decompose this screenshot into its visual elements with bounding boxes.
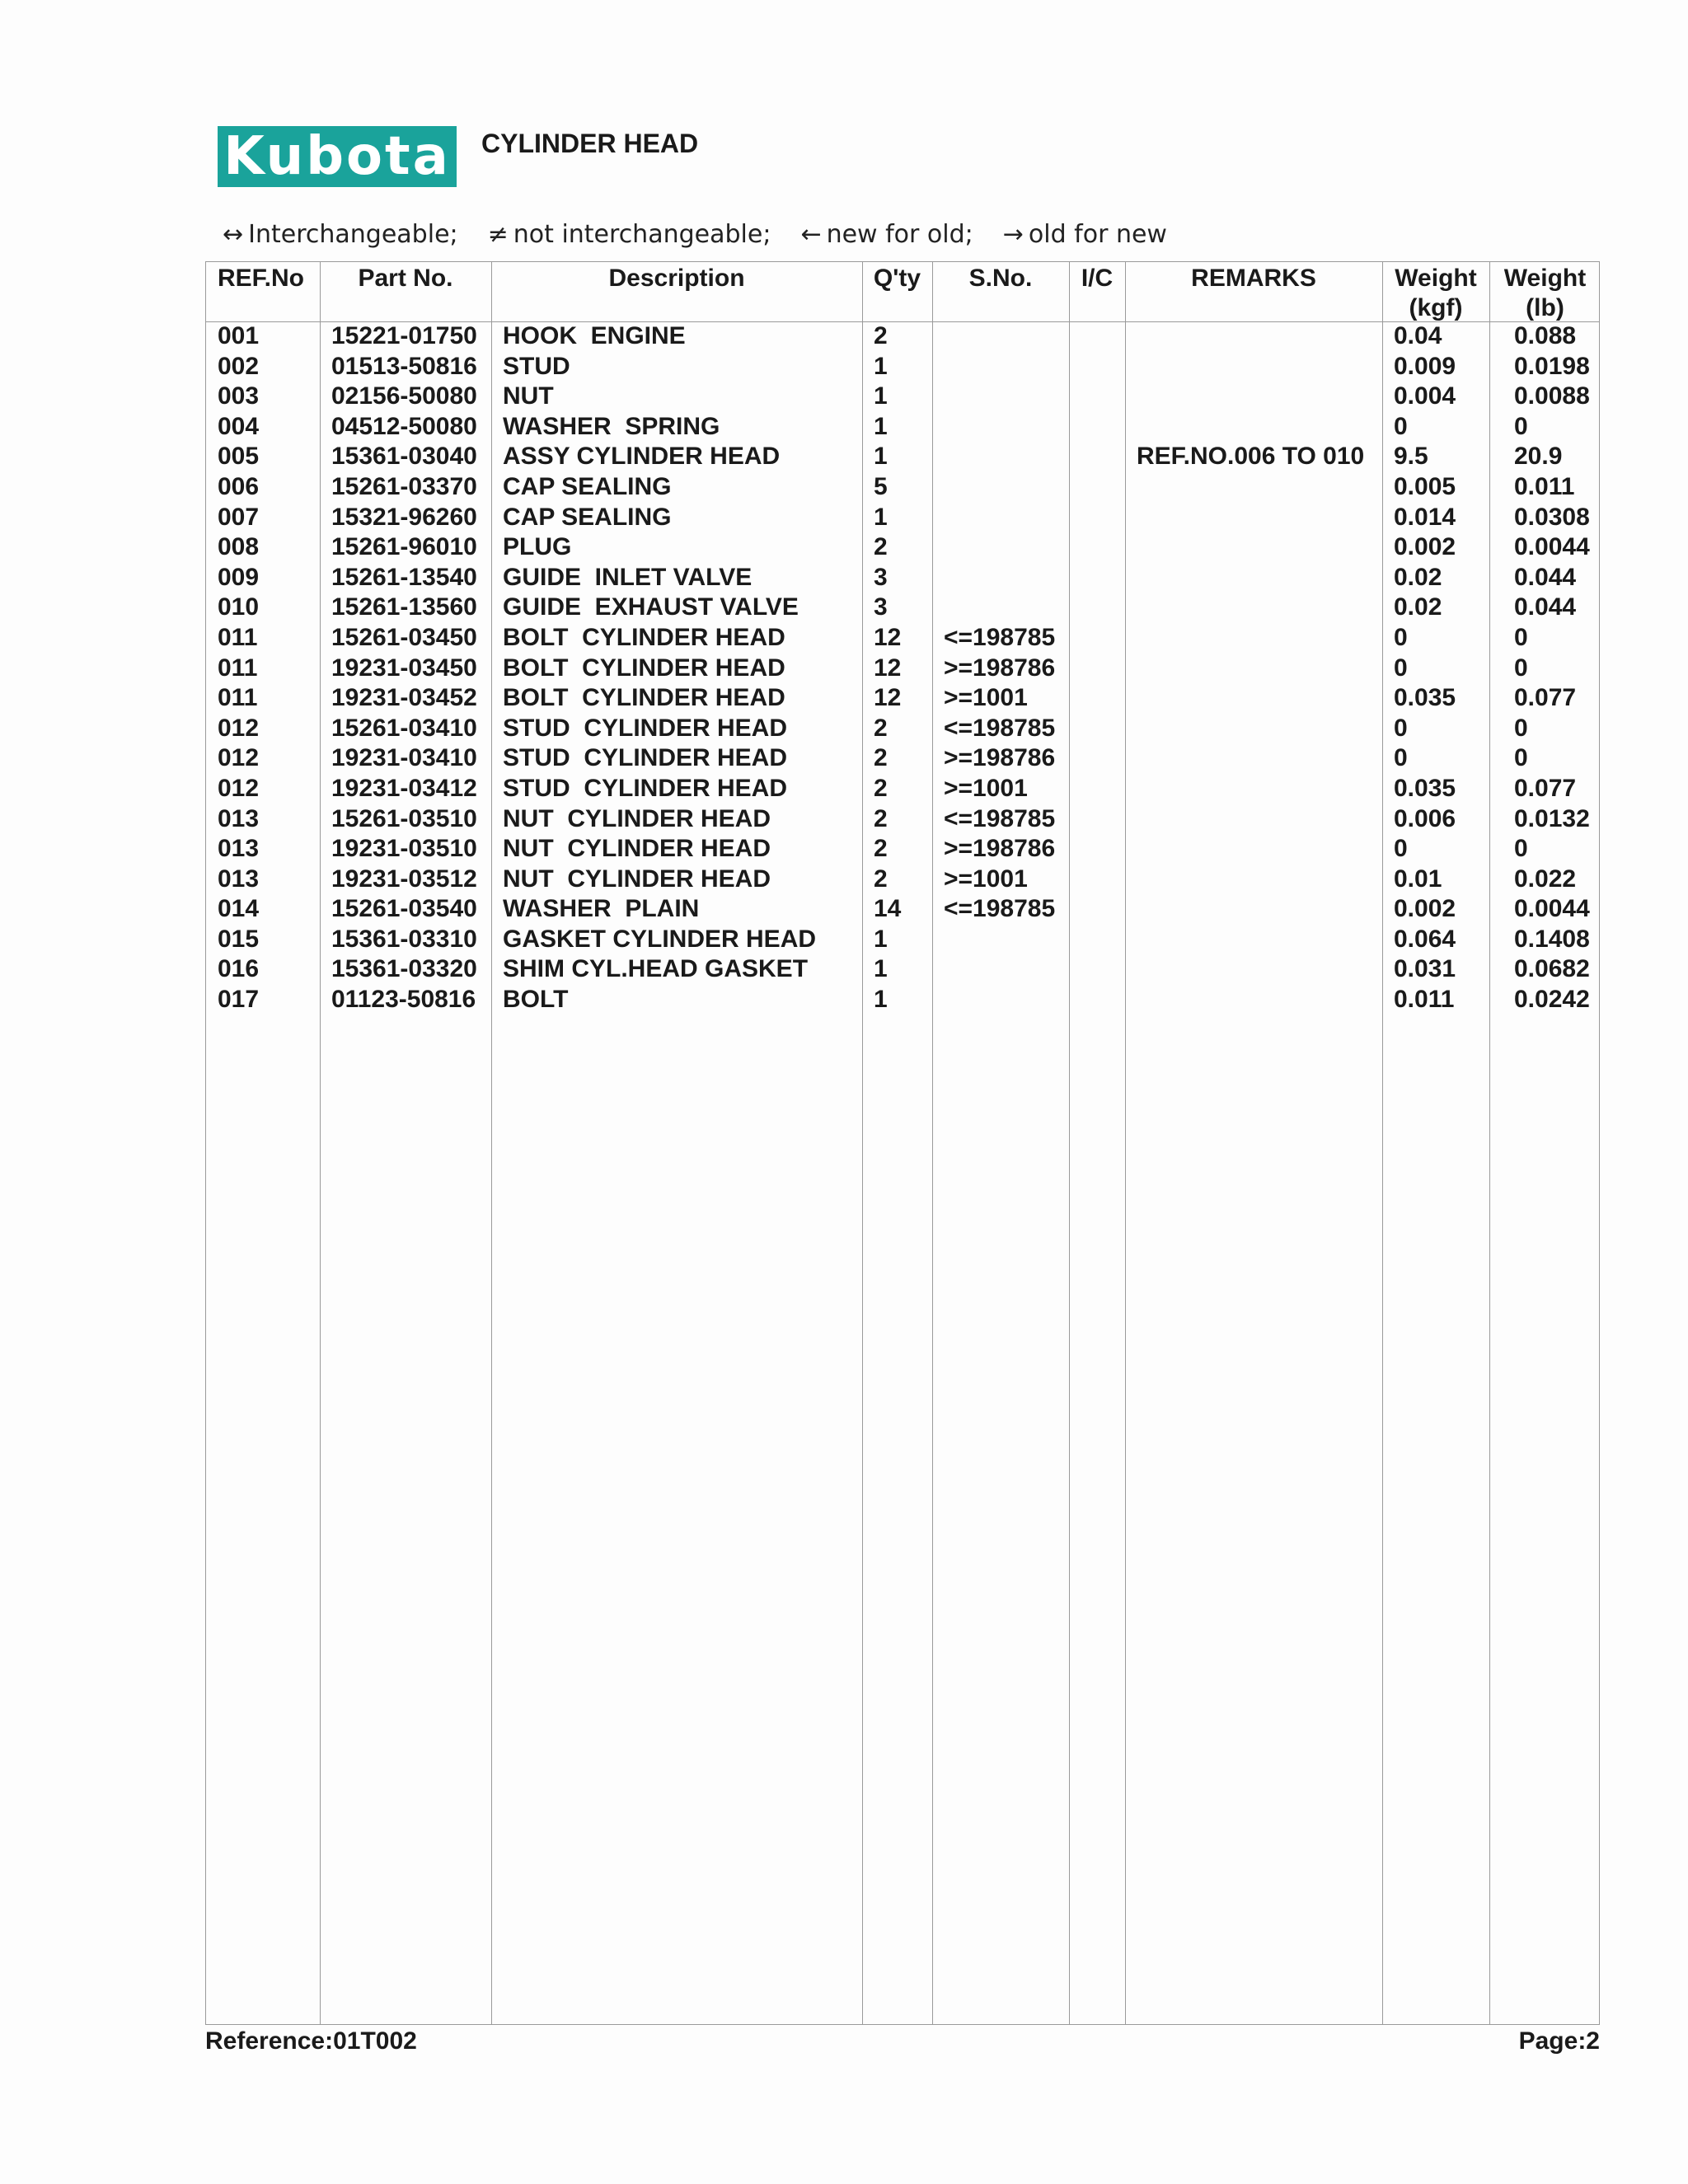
cell-part: 15261-03450	[331, 623, 477, 651]
cell-desc: CAP SEALING	[503, 503, 672, 531]
cell-wlb: 0	[1514, 744, 1528, 772]
cell-ref: 013	[218, 865, 260, 893]
page-title: CYLINDER HEAD	[481, 129, 699, 158]
cell-ref: 010	[218, 593, 260, 621]
cell-wkg: 0.035	[1394, 684, 1456, 712]
cell-wkg: 0.064	[1394, 925, 1456, 953]
header-desc: Description	[608, 265, 745, 292]
table-row	[206, 865, 1599, 895]
logo-text: Kubota	[223, 126, 451, 187]
table-row	[206, 382, 1599, 412]
cell-qty: 2	[874, 744, 888, 772]
table-row	[206, 774, 1599, 804]
cell-wlb: 0.0132	[1514, 804, 1590, 832]
cell-desc: GASKET CYLINDER HEAD	[503, 925, 817, 953]
cell-sno: <=198785	[944, 895, 1056, 923]
cell-ref: 008	[218, 533, 260, 561]
cell-part: 15361-03320	[331, 955, 477, 983]
table-row	[206, 412, 1599, 443]
cell-wkg: 0.002	[1394, 533, 1456, 561]
cell-qty: 1	[874, 443, 888, 471]
cell-wkg: 0.006	[1394, 804, 1456, 832]
cell-wkg: 9.5	[1394, 443, 1428, 471]
cell-wkg: 0.035	[1394, 774, 1456, 802]
column-divider	[1069, 262, 1070, 2024]
kubota-logo	[218, 126, 457, 187]
cell-desc: STUD	[503, 352, 570, 380]
table-row	[206, 321, 1599, 352]
header-ref: REF.No	[218, 265, 304, 292]
cell-remarks: REF.NO.006 TO 010	[1137, 443, 1365, 471]
cell-sno: >=198786	[944, 654, 1056, 682]
cell-wlb: 20.9	[1514, 443, 1563, 471]
cell-part: 15361-03310	[331, 925, 477, 953]
cell-part: 01513-50816	[331, 352, 477, 380]
cell-ref: 014	[218, 895, 260, 923]
cell-qty: 2	[874, 865, 888, 893]
cell-desc: STUD CYLINDER HEAD	[503, 714, 788, 742]
cell-wlb: 0	[1514, 714, 1528, 742]
cell-desc: STUD CYLINDER HEAD	[503, 774, 788, 802]
legend-label: not interchangeable;	[513, 219, 771, 249]
cell-qty: 1	[874, 503, 888, 531]
table-row	[206, 503, 1599, 533]
table-row	[206, 352, 1599, 382]
cell-wlb: 0.0198	[1514, 352, 1590, 380]
cell-wkg: 0	[1394, 412, 1408, 440]
cell-wlb: 0.088	[1514, 322, 1577, 349]
header-wlb: Weight (lb)	[1503, 265, 1587, 321]
cell-desc: NUT CYLINDER HEAD	[503, 804, 771, 832]
cell-ref: 005	[218, 443, 260, 471]
cell-desc: HOOK ENGINE	[503, 322, 686, 349]
column-divider	[862, 262, 863, 2024]
cell-wlb: 0.0682	[1514, 955, 1590, 983]
cell-sno: <=198785	[944, 804, 1056, 832]
table-body	[206, 321, 1599, 1015]
cell-wlb: 0.044	[1514, 563, 1577, 591]
column-divider	[932, 262, 933, 2024]
left-arrow-icon: ←	[800, 219, 822, 249]
cell-wlb: 0.0044	[1514, 895, 1590, 923]
cell-part: 15361-03040	[331, 443, 477, 471]
cell-wkg: 0.005	[1394, 472, 1456, 500]
cell-qty: 2	[874, 835, 888, 863]
cell-qty: 1	[874, 382, 888, 410]
cell-part: 15261-03540	[331, 895, 477, 923]
cell-part: 15261-03410	[331, 714, 477, 742]
cell-ref: 001	[218, 322, 260, 349]
cell-wkg: 0.004	[1394, 382, 1456, 410]
cell-desc: NUT CYLINDER HEAD	[503, 865, 771, 893]
header-wkg: Weight (kgf)	[1395, 265, 1477, 321]
cell-ref: 002	[218, 352, 260, 380]
header-remarks: REMARKS	[1191, 265, 1316, 292]
cell-qty: 12	[874, 654, 902, 682]
cell-wlb: 0.0242	[1514, 986, 1590, 1014]
cell-wlb: 0	[1514, 623, 1528, 651]
cell-wlb: 0	[1514, 835, 1528, 863]
cell-qty: 12	[874, 684, 902, 712]
cell-qty: 1	[874, 986, 888, 1014]
table-row	[206, 834, 1599, 865]
cell-ref: 011	[218, 623, 258, 651]
cell-qty: 2	[874, 714, 888, 742]
cell-wlb: 0.077	[1514, 684, 1577, 712]
cell-part: 15261-03510	[331, 804, 477, 832]
cell-part: 04512-50080	[331, 412, 477, 440]
cell-desc: SHIM CYL.HEAD GASKET	[503, 955, 809, 983]
table-row	[206, 654, 1599, 684]
cell-qty: 1	[874, 925, 888, 953]
cell-sno: <=198785	[944, 623, 1056, 651]
header-ic: I/C	[1081, 265, 1114, 292]
cell-desc: BOLT CYLINDER HEAD	[503, 654, 785, 682]
cell-qty: 1	[874, 955, 888, 983]
cell-sno: >=1001	[944, 684, 1028, 712]
cell-desc: ASSY CYLINDER HEAD	[503, 443, 781, 471]
cell-part: 15261-13560	[331, 593, 477, 621]
cell-desc: BOLT CYLINDER HEAD	[503, 684, 785, 712]
column-divider	[491, 262, 492, 2024]
cell-qty: 2	[874, 533, 888, 561]
column-divider	[1125, 262, 1126, 2024]
cell-desc: PLUG	[503, 533, 572, 561]
cell-wlb: 0.0044	[1514, 533, 1590, 561]
cell-wkg: 0	[1394, 623, 1408, 651]
cell-qty: 2	[874, 322, 888, 349]
cell-qty: 3	[874, 563, 888, 591]
table-row	[206, 532, 1599, 563]
cell-wlb: 0.1408	[1514, 925, 1590, 953]
cell-sno: >=198786	[944, 744, 1056, 772]
reference-code: Reference:01T002	[205, 2027, 417, 2055]
cell-qty: 12	[874, 623, 902, 651]
cell-qty: 3	[874, 593, 888, 621]
cell-ref: 009	[218, 563, 260, 591]
cell-ref: 012	[218, 744, 260, 772]
interchangeability-legend	[223, 218, 1197, 251]
legend-label: new for old;	[826, 219, 973, 249]
column-divider	[1489, 262, 1490, 2024]
table-row	[206, 593, 1599, 623]
cell-wkg: 0.011	[1394, 986, 1455, 1014]
cell-wkg: 0.04	[1394, 322, 1442, 349]
cell-ref: 006	[218, 472, 260, 500]
cell-qty: 1	[874, 352, 888, 380]
cell-part: 02156-50080	[331, 382, 477, 410]
legend-label: old for new	[1028, 219, 1167, 249]
cell-wlb: 0.0088	[1514, 382, 1590, 410]
legend-item-interchangeable	[223, 220, 458, 249]
cell-wkg: 0.009	[1394, 352, 1456, 380]
header-part: Part No.	[358, 265, 453, 292]
cell-desc: GUIDE INLET VALVE	[503, 563, 753, 591]
cell-part: 15321-96260	[331, 503, 477, 531]
cell-part: 19231-03412	[331, 774, 477, 802]
column-divider	[320, 262, 321, 2024]
cell-sno: >=1001	[944, 865, 1028, 893]
cell-ref: 011	[218, 684, 258, 712]
cell-wlb: 0.077	[1514, 774, 1577, 802]
cell-ref: 013	[218, 804, 260, 832]
cell-part: 19231-03450	[331, 654, 477, 682]
table-row	[206, 804, 1599, 835]
cell-wkg: 0	[1394, 654, 1408, 682]
right-arrow-icon: →	[1002, 219, 1024, 249]
cell-part: 15221-01750	[331, 322, 477, 349]
cell-qty: 2	[874, 774, 888, 802]
cell-part: 19231-03510	[331, 835, 477, 863]
table-row	[206, 985, 1599, 1015]
cell-wlb: 0	[1514, 654, 1528, 682]
table-row	[206, 714, 1599, 744]
cell-ref: 013	[218, 835, 260, 863]
cell-ref: 011	[218, 654, 258, 682]
cell-wlb: 0	[1514, 412, 1528, 440]
table-row	[206, 683, 1599, 714]
cell-desc: NUT	[503, 382, 554, 410]
cell-ref: 012	[218, 714, 260, 742]
cell-part: 19231-03410	[331, 744, 477, 772]
table-row	[206, 894, 1599, 925]
cell-desc: STUD CYLINDER HEAD	[503, 744, 788, 772]
cell-qty: 5	[874, 472, 888, 500]
cell-ref: 016	[218, 955, 260, 983]
cell-part: 15261-13540	[331, 563, 477, 591]
legend-item-not-interchangeable	[488, 220, 771, 249]
cell-desc: GUIDE EXHAUST VALVE	[503, 593, 799, 621]
cell-wlb: 0.022	[1514, 865, 1577, 893]
cell-sno: <=198785	[944, 714, 1056, 742]
cell-wlb: 0.044	[1514, 593, 1577, 621]
header-sno: S.No.	[968, 265, 1033, 292]
cell-ref: 012	[218, 774, 260, 802]
table-row	[206, 743, 1599, 774]
cell-wlb: 0.011	[1514, 472, 1575, 500]
cell-wkg: 0	[1394, 714, 1408, 742]
cell-ref: 007	[218, 503, 260, 531]
table-row	[206, 623, 1599, 654]
cell-desc: BOLT	[503, 986, 569, 1014]
cell-ref: 003	[218, 382, 260, 410]
cell-sno: >=198786	[944, 835, 1056, 863]
cell-wkg: 0.02	[1394, 563, 1442, 591]
cell-part: 01123-50816	[331, 986, 476, 1014]
cell-desc: WASHER SPRING	[503, 412, 720, 440]
cell-ref: 017	[218, 986, 260, 1014]
cell-desc: BOLT CYLINDER HEAD	[503, 623, 785, 651]
header-qty: Q'ty	[873, 265, 921, 292]
cell-desc: NUT CYLINDER HEAD	[503, 835, 771, 863]
table-row	[206, 472, 1599, 503]
legend-label: Interchangeable;	[248, 219, 458, 249]
table-row	[206, 925, 1599, 955]
cell-wkg: 0.002	[1394, 895, 1456, 923]
cell-wkg: 0	[1394, 835, 1408, 863]
cell-wkg: 0.01	[1394, 865, 1442, 893]
table-row	[206, 563, 1599, 593]
cell-wkg: 0.031	[1394, 955, 1456, 983]
cell-qty: 14	[874, 895, 902, 923]
cell-qty: 2	[874, 804, 888, 832]
cell-part: 15261-96010	[331, 533, 477, 561]
cell-sno: >=1001	[944, 774, 1028, 802]
cell-wkg: 0	[1394, 744, 1408, 772]
cell-part: 15261-03370	[331, 472, 477, 500]
cell-wkg: 0.014	[1394, 503, 1456, 531]
page-number: Page:2	[1518, 2027, 1600, 2055]
cell-part: 19231-03452	[331, 684, 477, 712]
cell-wkg: 0.02	[1394, 593, 1442, 621]
table-row	[206, 442, 1599, 472]
cell-desc: CAP SEALING	[503, 472, 672, 500]
not-equal-icon: ≠	[487, 219, 509, 249]
cell-ref: 004	[218, 412, 260, 440]
parts-table	[205, 261, 1600, 2025]
double-arrow-icon: ↔	[223, 219, 244, 249]
cell-wlb: 0.0308	[1514, 503, 1590, 531]
legend-item-new-for-old	[800, 220, 973, 249]
cell-ref: 015	[218, 925, 260, 953]
cell-desc: WASHER PLAIN	[503, 895, 700, 923]
column-divider	[1382, 262, 1383, 2024]
cell-qty: 1	[874, 412, 888, 440]
cell-part: 19231-03512	[331, 865, 477, 893]
table-row	[206, 954, 1599, 985]
legend-item-old-for-new	[1003, 220, 1167, 249]
